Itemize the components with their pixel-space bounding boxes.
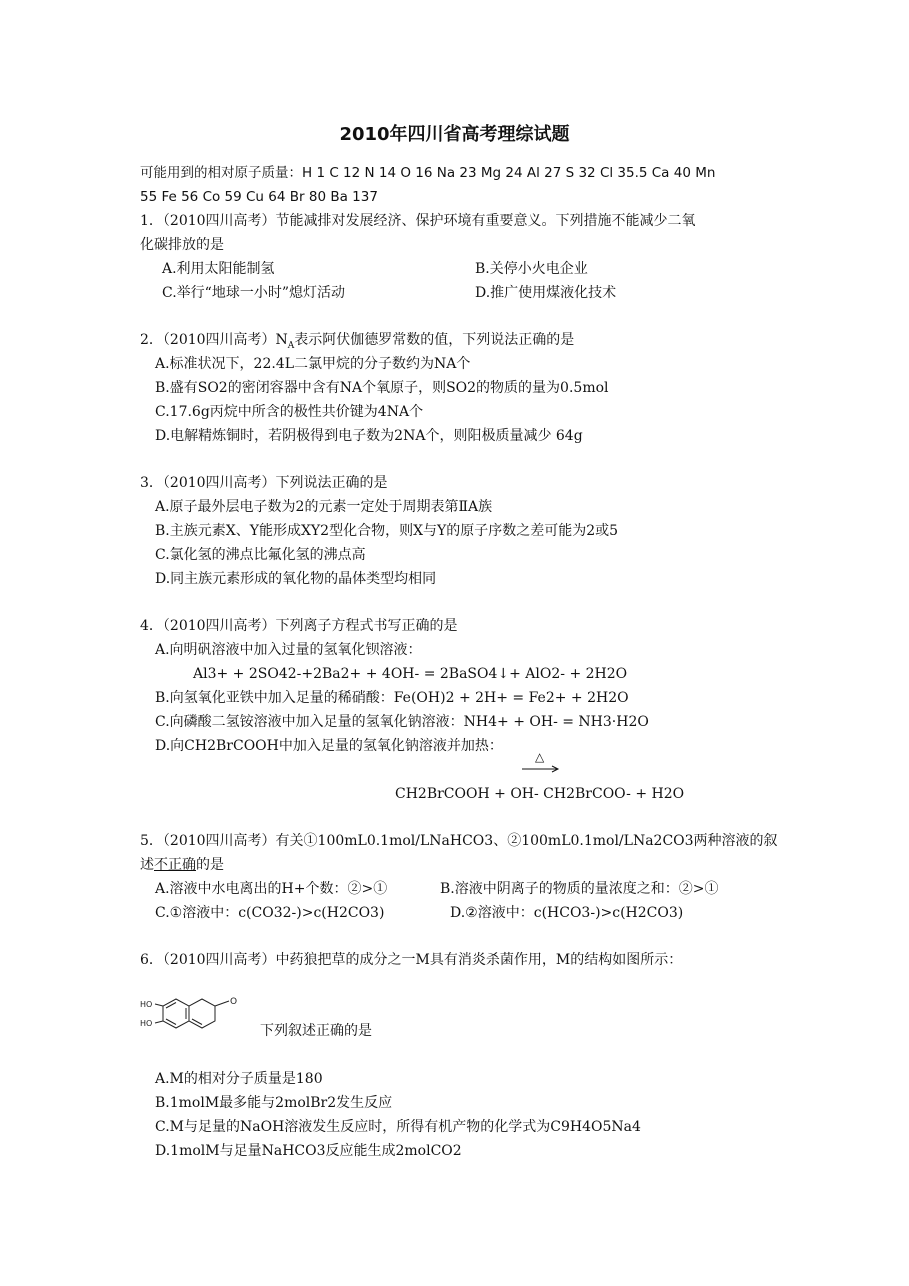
q4-option-d-equation: CH2BrCOOH + OH- CH2BrCOO- + H2O bbox=[395, 786, 685, 802]
q2-option-a: A.标准状况下，22.4L二氯甲烷的分子数约为NA个 bbox=[155, 356, 471, 372]
q5-option-a: A.溶液中水电离出的H+个数：②>① bbox=[155, 881, 388, 897]
q3-option-c: C.氯化氢的沸点比氟化氢的沸点高 bbox=[155, 547, 366, 563]
heat-arrow bbox=[521, 752, 561, 776]
q3-option-b: B.主族元素X、Y能形成XY2型化合物，则X与Y的原子序数之差可能为2或5 bbox=[155, 523, 619, 539]
q2-option-b: B.盛有SO2的密闭容器中含有NA个氧原子，则SO2的物质的量为0.5mol bbox=[155, 380, 609, 396]
atomic-masses-line-2: 55 Fe 56 Co 59 Cu 64 Br 80 Ba 137 bbox=[140, 189, 378, 205]
q6-option-c: C.M与足量的NaOH溶液发生反应时，所得有机产物的化学式为C9H4O5Na4 bbox=[155, 1119, 641, 1135]
coumarin-structure-icon bbox=[140, 995, 246, 1047]
heat-symbol: △ bbox=[535, 750, 545, 764]
molecule-structure bbox=[140, 995, 246, 1047]
q5-stem: 5．（2010四川高考）有关①100mL0.1mol/LNaHCO3、②100mL0.1mol/LNa2CO3两种溶液的叙 bbox=[140, 833, 778, 849]
atomic-masses-line-1: 可能用到的相对原子质量：H 1 C 12 N 14 O 16 Na 23 Mg 24 Al 27 S 32 Cl 35.5 Ca 40 Mn bbox=[140, 165, 716, 181]
svg-text:HO: HO bbox=[140, 1000, 153, 1009]
q4-option-d: D.向CH2BrCOOH中加入足量的氢氧化钠溶液并加热： bbox=[155, 738, 503, 754]
page-title: 2010年四川省高考理综试题 bbox=[339, 124, 570, 145]
q4-option-a-equation: Al3+ + 2SO42-+2Ba2+ + 4OH- = 2BaSO4↓+ AlO2- + 2H2O bbox=[193, 666, 628, 682]
q1-option-c: C.举行“地球一小时”熄灯活动 bbox=[162, 285, 345, 301]
q2-option-d: D.电解精炼铜时，若阴极得到电子数为2NA个，则阳极质量减少 64g bbox=[155, 428, 583, 444]
q5-option-c: C.①溶液中：c(CO32-)>c(H2CO3) bbox=[155, 905, 385, 921]
q5-option-b: B.溶液中阴离子的物质的量浓度之和：②>① bbox=[440, 881, 719, 897]
q1-option-d: D.推广使用煤液化技术 bbox=[475, 285, 617, 301]
q4-stem: 4．（2010四川高考）下列离子方程式书写正确的是 bbox=[140, 618, 458, 634]
q1-stem-cont: 化碳排放的是 bbox=[140, 237, 224, 253]
q1-stem: 1．（2010四川高考）节能减排对发展经济、保护环境有重要意义。下列措施不能减少二氧 bbox=[140, 213, 696, 229]
svg-text:HO: HO bbox=[140, 1019, 153, 1028]
q5-stem-cont: 述不正确的是 bbox=[140, 857, 224, 873]
svg-text:O: O bbox=[230, 997, 238, 1007]
q6-stem: 6．（2010四川高考）中药狼把草的成分之一M具有消炎杀菌作用，M的结构如图所示： bbox=[140, 952, 683, 968]
q5-option-d: D.②溶液中：c(HCO3-)>c(H2CO3) bbox=[450, 905, 684, 921]
q1-option-b: B.关停小火电企业 bbox=[475, 261, 588, 277]
q4-option-c: C.向磷酸二氢铵溶液中加入足量的氢氧化钠溶液：NH4+ + OH- = NH3·H2O bbox=[155, 714, 649, 730]
q6-option-a: A.M的相对分子质量是180 bbox=[155, 1071, 323, 1087]
q2-option-c: C.17.6g丙烷中所含的极性共价键为4NA个 bbox=[155, 404, 424, 420]
q6-option-d: D.1molM与足量NaHCO3反应能生成2molCO2 bbox=[155, 1143, 462, 1159]
q1-option-a: A.利用太阳能制氢 bbox=[162, 261, 275, 277]
reaction-arrow-icon bbox=[521, 752, 561, 776]
q3-option-d: D.同主族元素形成的氧化物的晶体类型均相同 bbox=[155, 571, 437, 587]
q6-question: 下列叙述正确的是 bbox=[260, 1023, 372, 1039]
q2-stem: 2．（2010四川高考）$N_A$表示阿伏伽德罗常数的值，下列说法正确的是 bbox=[140, 332, 575, 351]
q4-option-a: A.向明矾溶液中加入过量的氢氧化钡溶液： bbox=[155, 642, 422, 658]
q3-option-a: A.原子最外层电子数为2的元素一定处于周期表第ⅡA族 bbox=[155, 499, 493, 515]
q6-option-b: B.1molM最多能与2molBr2发生反应 bbox=[155, 1095, 393, 1111]
q4-option-b: B.向氢氧化亚铁中加入足量的稀硝酸：Fe(OH)2 + 2H+ = Fe2+ + 2H2O bbox=[155, 690, 629, 706]
q3-stem: 3．（2010四川高考）下列说法正确的是 bbox=[140, 475, 388, 491]
